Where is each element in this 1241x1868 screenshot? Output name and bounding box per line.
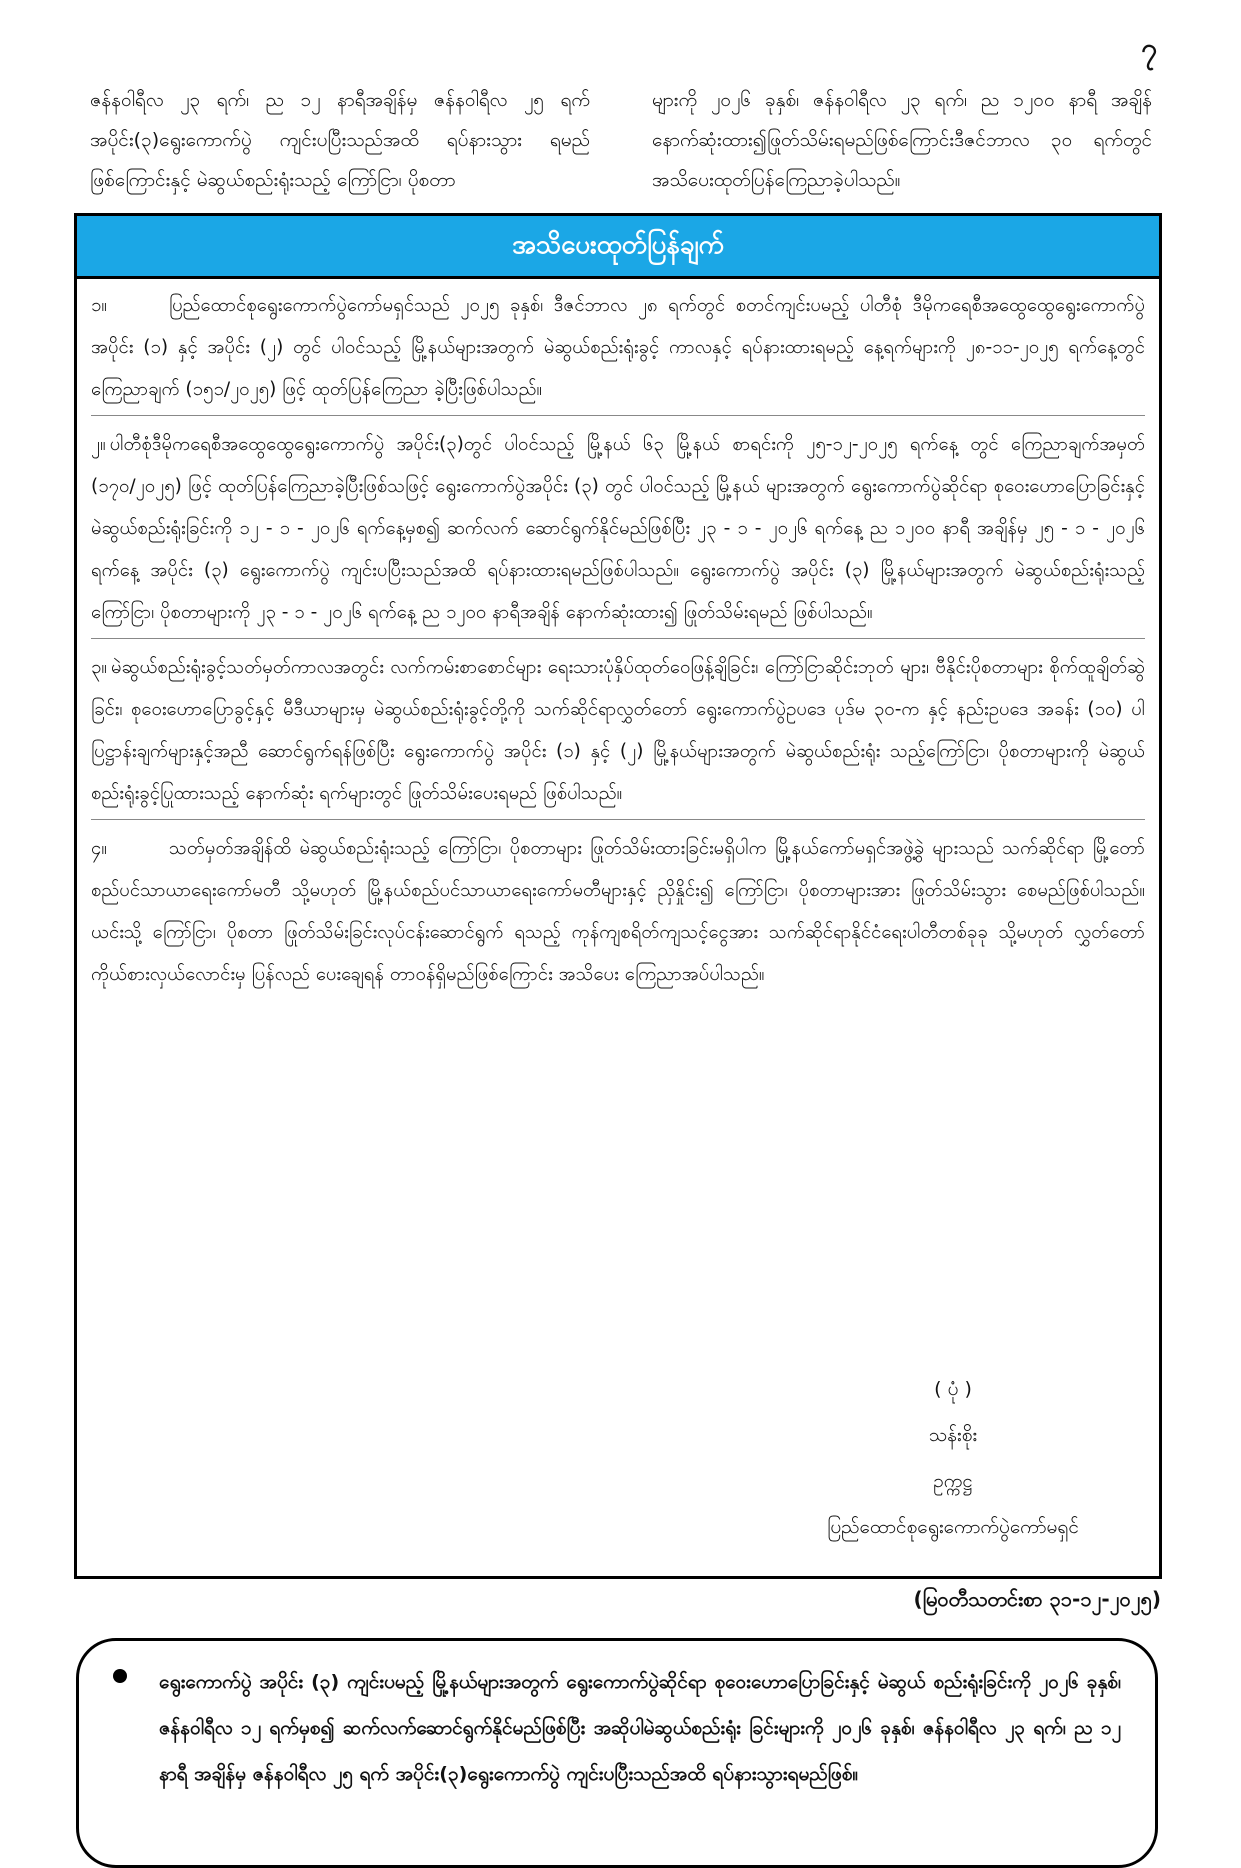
notice-title: အသိပေးထုတ်ပြန်ချက် bbox=[512, 229, 724, 260]
paragraph-number: ၂။ bbox=[91, 434, 106, 455]
page-number: ၇ bbox=[1141, 32, 1157, 65]
signatory-organization: ပြည်ထောင်စုရွေးကောက်ပွဲကော်မရှင် bbox=[827, 1516, 1079, 1538]
summary-text: ရွေးကောက်ပွဲ အပိုင်း (၃) ကျင်းပမည့် မြို့နယ်များအတွက် ရွေးကောက်ပွဲဆိုင်ရာ စုဝေးဟောပြောခြင်းနှင့် မဲဆွယ် စည်းရုံးခြင်းကို ၂၀၂၆ ခုနှစ်၊ ဇန်နဝါရီလ ၁၂ ရက်မှစ၍ ဆက်လက်ဆောင်ရွက်နိုင်မည်ဖြစ်ပြီး အဆိုပါမဲဆွယ်စည်းရုံး ခြင်းများကို ၂၀၂၆ ခုနှစ်၊ ဇန်နဝါရီလ ၂၃ ရက်၊ ည ၁၂ နာရီ အချိန်မှ ဇန်နဝါရီလ ၂၅ ရက် အပိုင်း(၃)ရွေးကောက်ပွဲ ကျင်းပပြီးသည်အထိ ရပ်နားသွားရမည်ဖြစ်။ bbox=[159, 1671, 1121, 1785]
paragraph-text: မဲဆွယ်စည်းရုံးခွင့်သတ်မှတ်ကာလအတွင်း လက်ကမ်းစာစောင်များ ရေးသားပုံနှိပ်ထုတ်ဝေဖြန့်ချိခြင်း၊ ကြော်ငြာဆိုင်းဘုတ် များ၊ ဗီနိုင်းပိုစတာများ စိုက်ထူချိတ်ဆွဲခြင်း၊ စုဝေးဟောပြောခွင့်နှင့် မီဒီယာများမှ မဲဆွယ်စည်းရုံးခွင့်တို့ကို သက်ဆိုင်ရာလွှတ်တော် ရွေးကောက်ပွဲဥပဒေ ပုဒ်မ ၃၀-က နှင့် နည်းဥပဒေ အခန်း (၁၀) ပါ ပြဋ္ဌာန်းချက်များနှင့်အညီ ဆောင်ရွက်ရန်ဖြစ်ပြီး ရွေးကောက်ပွဲ အပိုင်း (၁) နှင့် (၂) မြို့နယ်များအတွက် မဲဆွယ်စည်းရုံး သည့်ကြော်ငြာ၊ ပိုစတာများကို မဲဆွယ်စည်းရုံးခွင့်ပြုထားသည့် နောက်ဆုံး ရက်များတွင် ဖြုတ်သိမ်းပေးရမည် ဖြစ်ပါသည်။ bbox=[91, 657, 1145, 804]
paragraph-number: ၁။ bbox=[91, 295, 108, 316]
signature-block bbox=[773, 1366, 1133, 1550]
intro-section bbox=[90, 80, 1152, 200]
bullet-icon bbox=[113, 1669, 127, 1683]
summary-box bbox=[76, 1638, 1158, 1868]
paragraph-text: ပြည်ထောင်စုရွေးကောက်ပွဲကော်မရှင်သည် ၂၀၂၅ ခုနှစ်၊ ဒီဇင်ဘာလ ၂၈ ရက်တွင် စတင်ကျင်းပမည့် ပါတီစုံ ဒီမိုကရေစီအထွေထွေရွေးကောက်ပွဲ အပိုင်း (၁) နှင့် အပိုင်း (၂) တွင် ပါဝင်သည့် မြို့နယ်များအတွက် မဲဆွယ်စည်းရုံးခွင့် ကာလနှင့် ရပ်နားထားရမည့် နေ့ရက်များကို ၂၈-၁၁-၂၀၂၅ ရက်နေ့တွင် ကြေညာချက် (၁၅၁/၂၀၂၅) ဖြင့် ထုတ်ပြန်ကြေညာ ခဲ့ပြီးဖြစ်ပါသည်။ bbox=[91, 295, 1145, 400]
paragraph-number: ၃။ bbox=[91, 657, 108, 678]
notice-paragraph-3 bbox=[91, 647, 1145, 820]
signatory-position: ဥက္ကဋ္ဌ bbox=[933, 1470, 973, 1492]
intro-left-column: ဇန်နဝါရီလ ၂၃ ရက်၊ ည ၁၂ နာရီအချိန်မှ ဇန်နဝါရီလ ၂၅ ရက် အပိုင်း(၃)ရွေးကောက်ပွဲ ကျင်းပပြီးသည်အထိ ရပ်နားသွား ရမည်ဖြစ်ကြောင်းနှင့် မဲဆွယ်စည်းရုံးသည့် ကြော်ငြာ၊ ပိုစတာ bbox=[90, 89, 590, 191]
notice-body bbox=[77, 279, 1159, 1000]
paragraph-text: သတ်မှတ်အချိန်ထိ မဲဆွယ်စည်းရုံးသည့် ကြော်ငြာ၊ ပိုစတာများ ဖြုတ်သိမ်းထားခြင်းမရှိပါက မြို့နယ်ကော်မရှင်အဖွဲ့ခွဲ များသည် သက်ဆိုင်ရာ မြို့တော်စည်ပင်သာယာရေးကော်မတီ သို့မဟုတ် မြို့နယ်စည်ပင်သာယာရေးကော်မတီများနှင့် ညှိနှိုင်း၍ ကြော်ငြာ၊ ပိုစတာများအား ဖြုတ်သိမ်းသွား စေမည်ဖြစ်ပါသည်။ ယင်းသို့ ကြော်ငြာ၊ ပိုစတာ ဖြုတ်သိမ်းခြင်းလုပ်ငန်းဆောင်ရွက် ရသည့် ကုန်ကျစရိတ်ကျသင့်ငွေအား သက်ဆိုင်ရာနိုင်ငံရေးပါတီတစ်ခုခု သို့မဟုတ် လွှတ်တော်ကိုယ်စားလှယ်လောင်းမှ ပြန်လည် ပေးချေရန် တာဝန်ရှိမည်ဖြစ်ကြောင်း အသိပေး ကြေညာအပ်ပါသည်။ bbox=[91, 838, 1145, 985]
notice-paragraph-1 bbox=[91, 285, 1145, 416]
notice-paragraph-2 bbox=[91, 424, 1145, 639]
notice-paragraph-4 bbox=[91, 828, 1145, 1000]
paragraph-text: ပါတီစုံဒီမိုကရေစီအထွေထွေရွေးကောက်ပွဲ အပိုင်း(၃)တွင် ပါဝင်သည့် မြို့နယ် ၆၃ မြို့နယ် စာရင်းကို ၂၅-၁၂-၂၀၂၅ ရက်နေ့ တွင် ကြေညာချက်အမှတ် (၁၇၀/၂၀၂၅) ဖြင့် ထုတ်ပြန်ကြေညာခဲ့ပြီးဖြစ်သဖြင့် ရွေးကောက်ပွဲအပိုင်း (၃) တွင် ပါဝင်သည့် မြို့နယ် များအတွက် ရွေးကောက်ပွဲဆိုင်ရာ စုဝေးဟောပြောခြင်းနှင့် မဲဆွယ်စည်းရုံးခြင်းကို ၁၂ - ၁ - ၂၀၂၆ ရက်နေ့မှစ၍ ဆက်လက် ဆောင်ရွက်နိုင်မည်ဖြစ်ပြီး ၂၃ - ၁ - ၂၀၂၆ ရက်နေ့ ည ၁၂၀၀ နာရီ အချိန်မှ ၂၅ - ၁ - ၂၀၂၆ ရက်နေ့ အပိုင်း (၃) ရွေးကောက်ပွဲ ကျင်းပပြီးသည်အထိ ရပ်နားထားရမည်ဖြစ်ပါသည်။ ရွေးကောက်ပွဲ အပိုင်း (၃) မြို့နယ်များအတွက် မဲဆွယ်စည်းရုံးသည့် ကြော်ငြာ၊ ပိုစတာများကို ၂၃ - ၁ - ၂၀၂၆ ရက်နေ့ ည ၁၂၀၀ နာရီအချိန် နောက်ဆုံးထား၍ ဖြုတ်သိမ်းရမည် ဖြစ်ပါသည်။ bbox=[91, 434, 1145, 623]
paragraph-number: ၄။ bbox=[91, 838, 108, 859]
notice-header bbox=[77, 216, 1159, 279]
intro-right-column: များကို ၂၀၂၆ ခုနှစ်၊ ဇန်နဝါရီလ ၂၃ ရက်၊ ည ၁၂၀၀ နာရီ အချိန် နောက်ဆုံးထား၍ဖြုတ်သိမ်းရမည်ဖြစ်ကြောင်းဒီဇင်ဘာလ ၃၀ ရက်တွင် အသိပေးထုတ်ပြန်ကြေညာခဲ့ပါသည်။ bbox=[652, 89, 1152, 191]
source-citation: (မြဝတီသတင်းစာ ၃၁-၁၂-၂၀၂၅) bbox=[913, 1587, 1161, 1611]
signatory-name: သန်းစိုး bbox=[928, 1424, 978, 1446]
notice-box bbox=[74, 213, 1162, 1579]
signature-signed: ( ပုံ ) bbox=[934, 1378, 972, 1400]
